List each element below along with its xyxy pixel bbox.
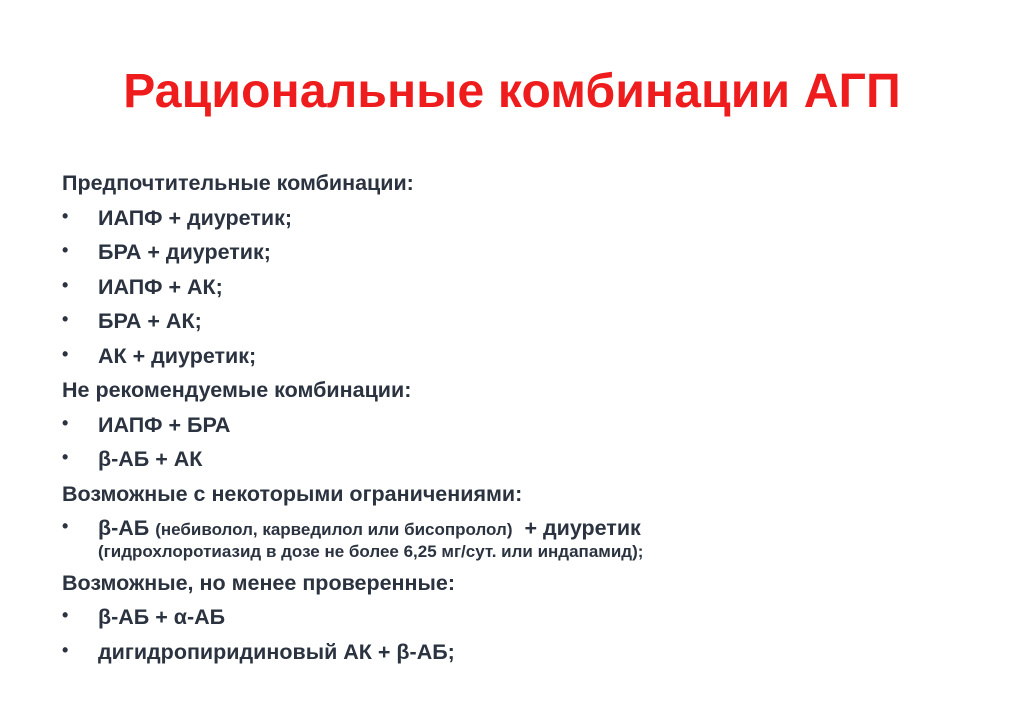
list-item-text: β-АБ + АК bbox=[98, 447, 203, 471]
list-item bbox=[62, 270, 1002, 305]
bullet-icon: • bbox=[62, 274, 69, 295]
list-item bbox=[62, 635, 1002, 670]
list-item bbox=[62, 600, 1002, 635]
list-item bbox=[62, 201, 1002, 236]
list-item-text: БРА + АК; bbox=[98, 309, 202, 333]
bullet-icon: • bbox=[62, 205, 69, 226]
bullet-icon: • bbox=[62, 447, 69, 467]
section-heading-preferred: Предпочтительные комбинации: bbox=[62, 171, 414, 195]
bullet-icon: • bbox=[62, 240, 69, 260]
bullet-icon: • bbox=[62, 412, 69, 433]
list-item-text: ИАПФ + АК; bbox=[98, 274, 223, 299]
list-item bbox=[62, 442, 1002, 477]
list-item-text: β-АБ + α-АБ bbox=[98, 605, 226, 629]
list-item-text: АК + диуретик; bbox=[98, 343, 257, 368]
list-item bbox=[62, 339, 1002, 374]
list-item-main: β-АБ bbox=[98, 516, 150, 540]
section-heading-less-proven: Возможные, но менее проверенные: bbox=[62, 570, 456, 595]
slide-content bbox=[62, 166, 1002, 669]
section-heading-not-recommended: Не рекомендуемые комбинации: bbox=[62, 378, 412, 402]
list-item-note: (небиволол, карведилол или бисопролол) bbox=[155, 520, 513, 539]
bullet-icon: • bbox=[62, 309, 69, 329]
list-item bbox=[62, 408, 1002, 443]
slide-title: Рациональные комбинации АГП bbox=[123, 65, 901, 118]
list-item-text: ИАПФ + БРА bbox=[98, 412, 231, 437]
list-item-tail: + диуретик bbox=[524, 516, 641, 540]
bullet-icon: • bbox=[62, 605, 69, 625]
list-item-subnote: (гидрохлоротиазид в дозе не более 6,25 мг/сут. или индапамид); bbox=[98, 541, 644, 561]
list-item-text: БРА + диуретик; bbox=[98, 240, 271, 264]
bullet-icon: • bbox=[62, 516, 69, 536]
list-item bbox=[62, 235, 1002, 270]
list-item bbox=[62, 304, 1002, 339]
bullet-icon: • bbox=[62, 639, 69, 660]
list-item-complex bbox=[62, 511, 1002, 566]
bullet-icon: • bbox=[62, 343, 69, 364]
list-item-text: ИАПФ + диуретик; bbox=[98, 205, 293, 230]
list-item-text: дигидропиридиновый АК + β-АБ; bbox=[98, 639, 455, 664]
section-heading-possible-limited: Возможные с некоторыми ограничениями: bbox=[62, 481, 523, 506]
